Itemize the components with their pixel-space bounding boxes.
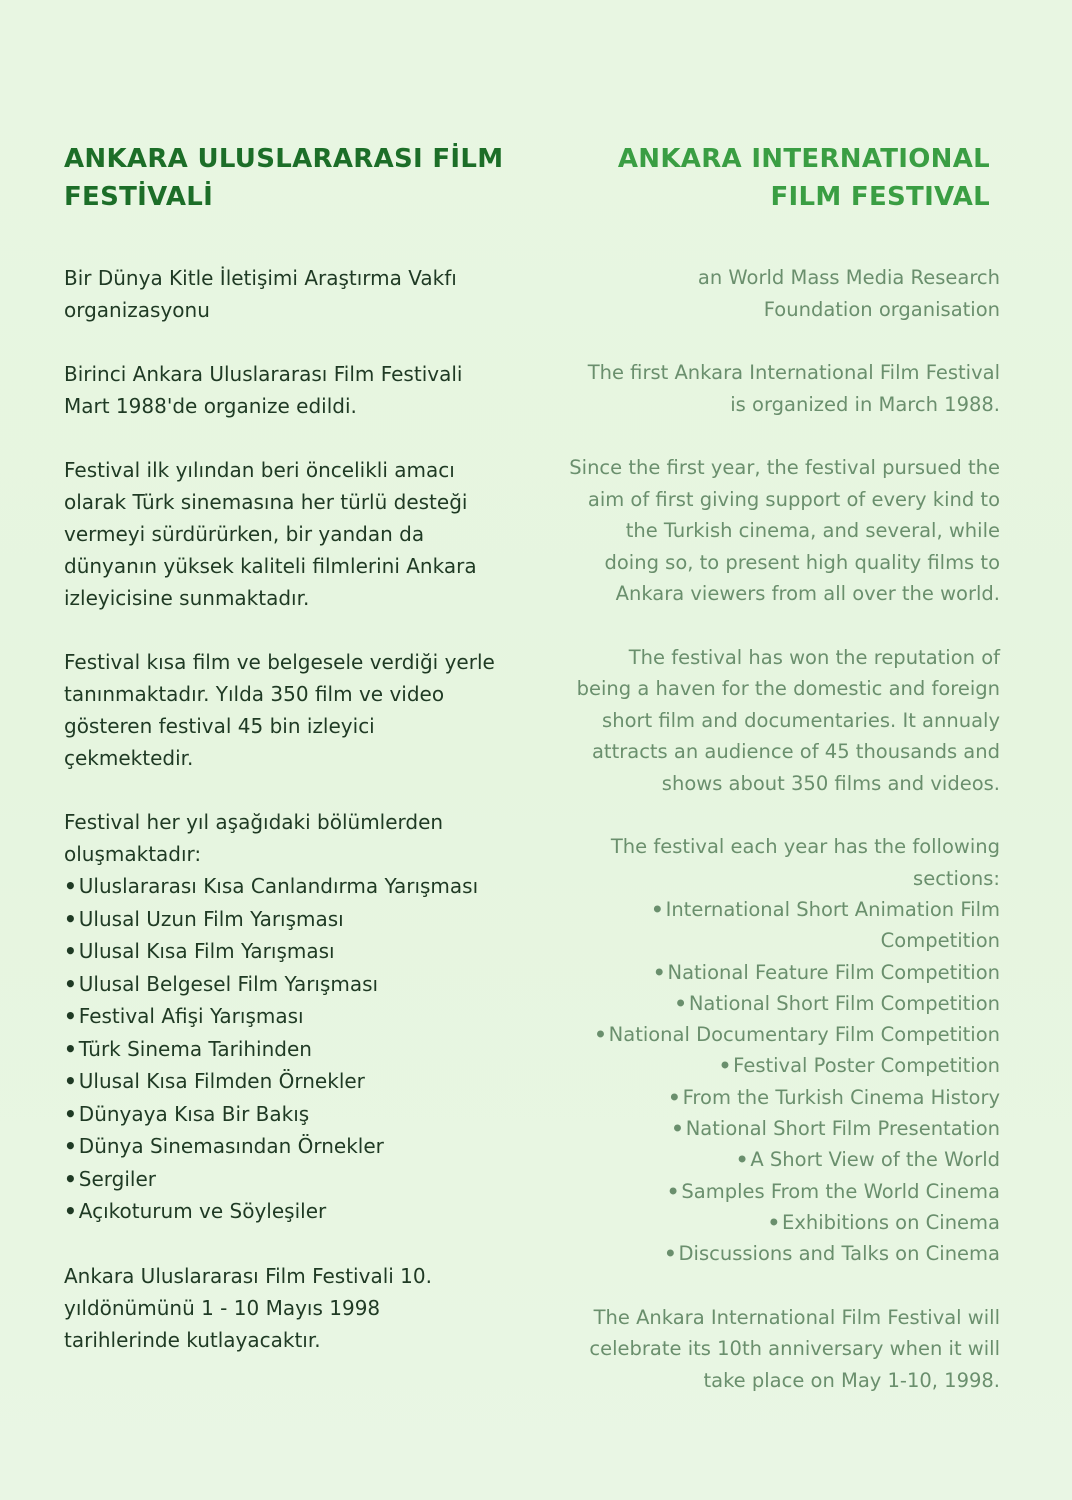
turkish-title bbox=[64, 140, 534, 216]
english-title bbox=[560, 140, 990, 216]
turkish-column bbox=[64, 140, 534, 1388]
bullet-icon: • bbox=[594, 1023, 607, 1047]
list-item: • Açıkoturum ve Söyleşiler bbox=[64, 1199, 327, 1223]
list-item: • Sergiler bbox=[64, 1166, 157, 1191]
bullet-icon: • bbox=[64, 1101, 77, 1126]
list-item-continuation: Competition bbox=[880, 929, 1000, 953]
bullet-icon: • bbox=[64, 939, 77, 963]
text-line: tanınmaktadır. Yılda 350 film ve video bbox=[64, 682, 445, 706]
turkish-first-festival bbox=[64, 358, 534, 422]
text-line: gösteren festival 45 bin izleyici bbox=[64, 714, 375, 738]
bullet-icon: • bbox=[64, 1134, 77, 1158]
bullet-icon: • bbox=[64, 1036, 77, 1061]
text-line: tarihlerinde kutlayacaktır. bbox=[64, 1327, 321, 1352]
turkish-org-line1: Bir Dünya Kitle İletişimi Araştırma Vakfı bbox=[64, 266, 457, 290]
bullet-icon: • bbox=[64, 1199, 77, 1223]
text-line: Ankara viewers from all over the world. bbox=[615, 582, 1000, 605]
list-item: • Discussions and Talks on Cinema bbox=[664, 1242, 1000, 1266]
text-line: take place on May 1-10, 1998. bbox=[703, 1368, 1000, 1392]
list-item: • International Short Animation Film bbox=[651, 898, 1000, 921]
english-first-festival bbox=[560, 357, 1000, 420]
english-title-line2: FILM FESTIVAL bbox=[770, 182, 990, 212]
text-line: oluşmaktadır: bbox=[64, 842, 202, 866]
turkish-org-line2: organizasyonu bbox=[64, 298, 210, 322]
turkish-first-line2: Mart 1988'de organize edildi. bbox=[64, 394, 357, 418]
list-item: • Ulusal Uzun Film Yarışması bbox=[64, 906, 344, 931]
english-aim-paragraph bbox=[560, 452, 1000, 610]
turkish-title-line2: FESTİVALİ bbox=[64, 182, 214, 212]
text-line: aim of first giving support of every kind to bbox=[587, 487, 1000, 511]
text-line: vermeyi sürdürürken, bir yandan da bbox=[64, 522, 425, 546]
text-line: sections: bbox=[913, 866, 1000, 890]
list-item: • National Documentary Film Competition bbox=[594, 1023, 1000, 1047]
text-line: The festival has won the reputation of bbox=[628, 645, 1000, 669]
text-line: dünyanın yüksek kaliteli filmlerini Ankara bbox=[64, 554, 477, 578]
list-item: • National Short Film Competition bbox=[674, 991, 1000, 1015]
list-item: • Exhibitions on Cinema bbox=[767, 1210, 1000, 1234]
list-item: • A Short View of the World bbox=[735, 1148, 1000, 1172]
list-item: • Festival Afişi Yarışması bbox=[64, 1004, 304, 1028]
list-item: • Samples From the World Cinema bbox=[666, 1179, 1000, 1203]
bullet-icon: • bbox=[64, 971, 77, 996]
english-sections-intro bbox=[560, 831, 1000, 894]
english-column bbox=[560, 140, 1000, 1428]
bullet-icon: • bbox=[735, 1148, 749, 1172]
list-item: • Dünyaya Kısa Bir Bakış bbox=[64, 1101, 310, 1126]
text-line: olarak Türk sinemasına her türlü desteği bbox=[64, 490, 468, 514]
bullet-icon: • bbox=[674, 991, 687, 1015]
bullet-icon: • bbox=[64, 906, 77, 931]
text-line: celebrate its 10th anniversary when it will bbox=[589, 1337, 1000, 1361]
bullet-icon: • bbox=[651, 898, 664, 921]
text-line: The festival each year has the following bbox=[610, 835, 1000, 858]
text-line: Festival her yıl aşağıdaki bölümlerden bbox=[64, 810, 444, 834]
bullet-icon: • bbox=[668, 1085, 681, 1109]
bullet-icon: • bbox=[718, 1054, 732, 1078]
bullet-icon: • bbox=[664, 1242, 677, 1266]
text-line: the Turkish cinema, and several, while bbox=[625, 519, 1000, 542]
bullet-icon: • bbox=[64, 1004, 77, 1028]
text-line: being a haven for the domestic and foreign bbox=[576, 677, 1000, 700]
bullet-icon: • bbox=[64, 1166, 77, 1191]
text-line: izleyicisine sunmaktadır. bbox=[64, 586, 310, 610]
list-item: • National Short Film Presentation bbox=[671, 1117, 1000, 1141]
bullet-icon: • bbox=[671, 1117, 684, 1141]
list-item: • From the Turkish Cinema History bbox=[668, 1085, 1000, 1109]
list-item: • Ulusal Belgesel Film Yarışması bbox=[64, 971, 379, 996]
bullet-icon: • bbox=[653, 960, 666, 984]
text-line: çekmektedir. bbox=[64, 746, 194, 770]
turkish-reputation-paragraph bbox=[64, 646, 534, 774]
list-item: • National Feature Film Competition bbox=[653, 960, 1000, 984]
text-line: doing so, to present high quality films to bbox=[604, 550, 1000, 574]
turkish-sections-intro bbox=[64, 806, 534, 870]
bullet-icon: • bbox=[64, 1069, 77, 1093]
bullet-icon: • bbox=[64, 874, 77, 898]
text-line: attracts an audience of 45 thousands and bbox=[591, 740, 1000, 763]
turkish-title-line1: ANKARA ULUSLARARASI FİLM bbox=[64, 144, 504, 174]
list-item: • Ulusal Kısa Filmden Örnekler bbox=[64, 1069, 365, 1093]
english-reputation-paragraph bbox=[560, 642, 1000, 800]
bullet-icon: • bbox=[666, 1179, 680, 1203]
english-org-line2: Foundation organisation bbox=[763, 297, 1000, 321]
text-line: Festival ilk yılından beri öncelikli amacı bbox=[64, 458, 455, 482]
text-line: Festival kısa film ve belgesele verdiği yerle bbox=[64, 650, 495, 674]
turkish-sections-list bbox=[64, 870, 534, 1228]
text-line: shows about 350 films and videos. bbox=[661, 771, 1000, 795]
list-item: • Ulusal Kısa Film Yarışması bbox=[64, 939, 335, 963]
text-line: short film and documentaries. It annualy bbox=[602, 708, 1000, 732]
english-org-line1: an World Mass Media Research bbox=[697, 266, 1000, 289]
list-item: • Türk Sinema Tarihinden bbox=[64, 1036, 312, 1061]
english-sections-list bbox=[560, 894, 1000, 1270]
english-first-line1: The first Ankara International Film Festival bbox=[587, 361, 1000, 384]
english-first-line2: is organized in March 1988. bbox=[730, 392, 1000, 416]
turkish-organisation bbox=[64, 262, 534, 326]
text-line: yıldönümünü 1 - 10 Mayıs 1998 bbox=[64, 1295, 381, 1320]
english-anniversary-paragraph bbox=[560, 1302, 1000, 1397]
text-line: The Ankara International Film Festival will bbox=[593, 1305, 1000, 1329]
bullet-icon: • bbox=[767, 1210, 781, 1234]
list-item: • Dünya Sinemasından Örnekler bbox=[64, 1134, 384, 1158]
turkish-aim-paragraph bbox=[64, 454, 534, 614]
english-title-line1: ANKARA INTERNATIONAL bbox=[617, 144, 990, 174]
text-line: Ankara Uluslararası Film Festivali 10. bbox=[64, 1263, 432, 1288]
turkish-anniversary-paragraph bbox=[64, 1260, 534, 1356]
turkish-first-line1: Birinci Ankara Uluslararası Film Festivali bbox=[64, 362, 463, 386]
english-organisation bbox=[560, 262, 1000, 325]
text-line: Since the first year, the festival pursued the bbox=[569, 456, 1000, 479]
list-item: • Festival Poster Competition bbox=[718, 1054, 1000, 1078]
list-item: • Uluslararası Kısa Canlandırma Yarışması bbox=[64, 874, 479, 898]
